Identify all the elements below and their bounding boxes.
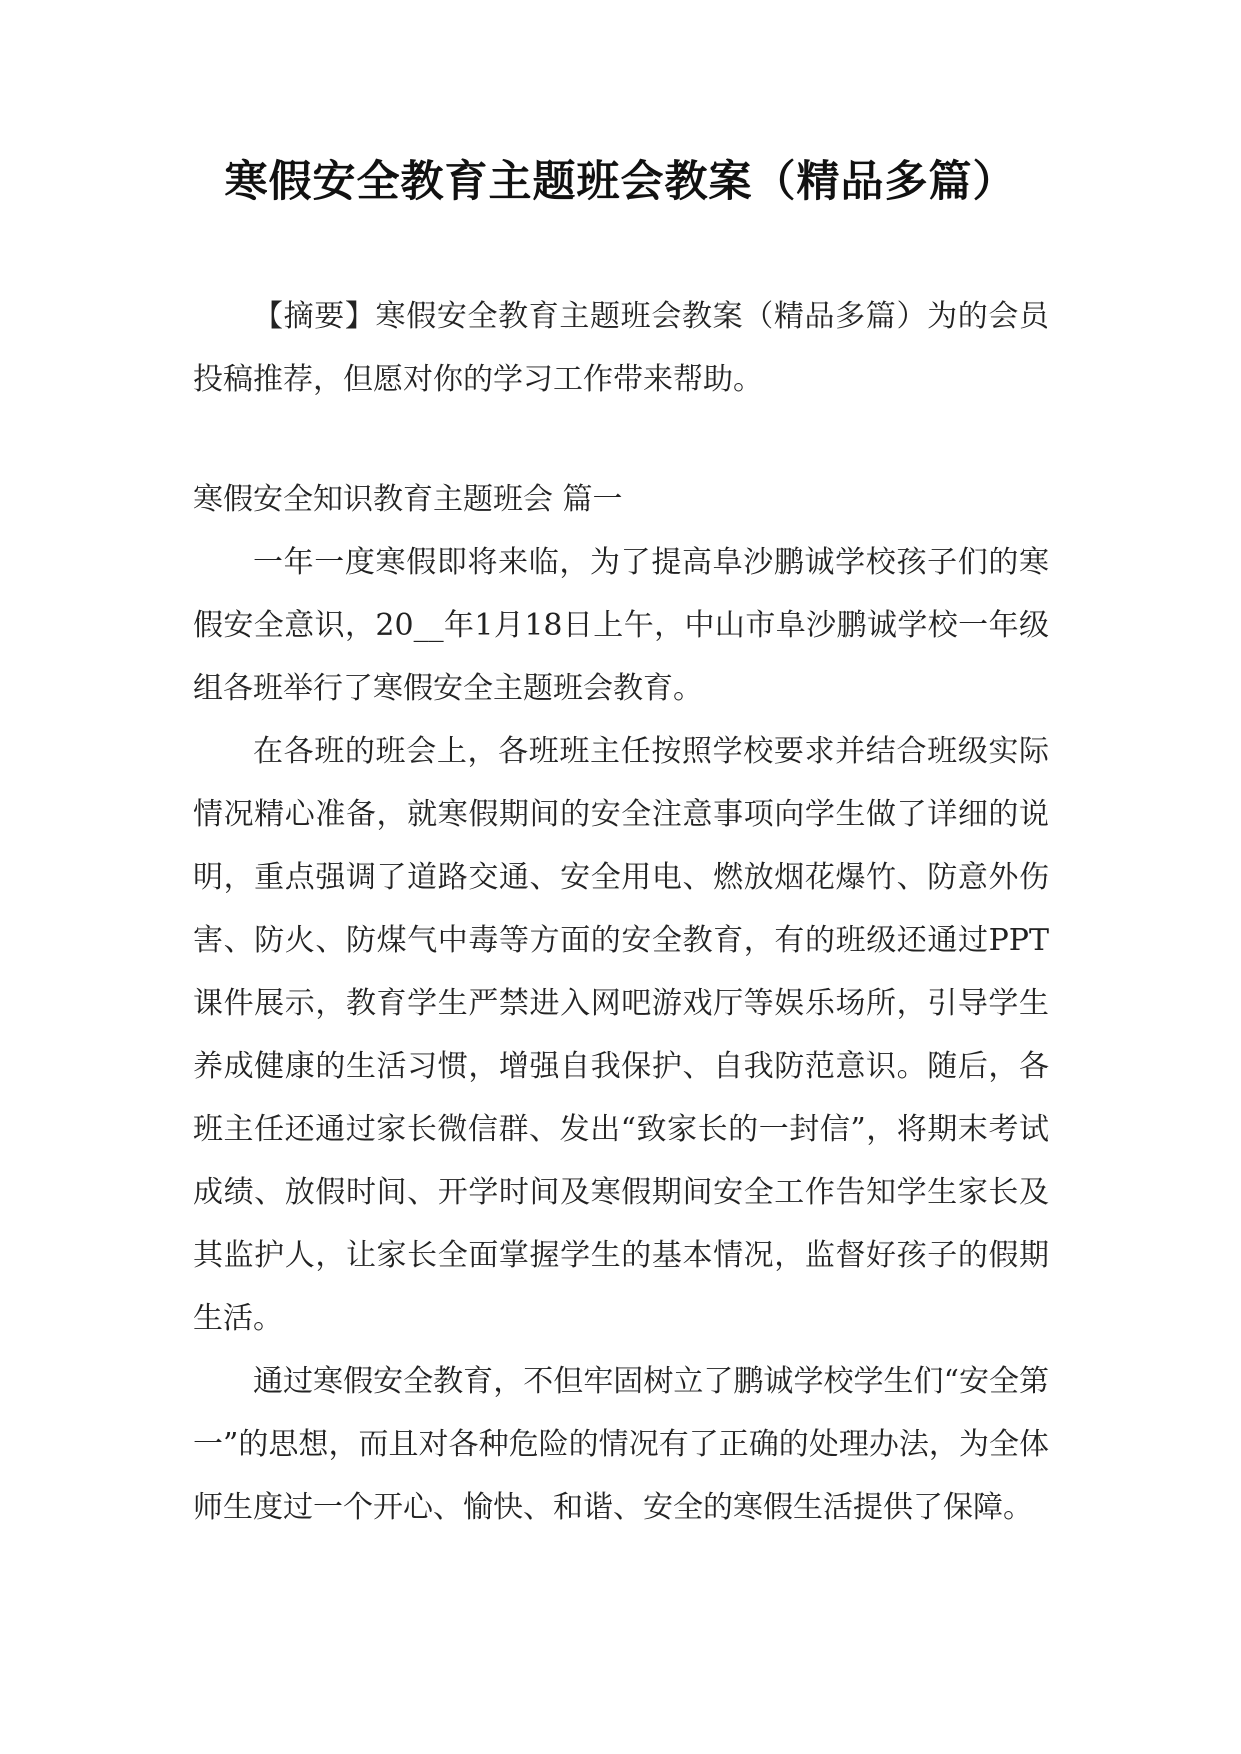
body-paragraph: 通过寒假安全教育，不但牢固树立了鹏诚学校学生们“安全第一”的思想，而且对各种危险的情况有了正确的处理办法，为全体师生度过一个开心、愉快、和谐、安全的寒假生活提供了保障。 bbox=[193, 1364, 1049, 1525]
body-paragraph: 在各班的班会上，各班班主任按照学校要求并结合班级实际情况精心准备，就寒假期间的安全注意事项向学生做了详细的说明，重点强调了道路交通、安全用电、燃放烟花爆竹、防意外伤害、防火、防煤气中毒等方面的安全教育，有的班级还通过PPT课件展示，教育学生严禁进入网吧游戏厅等娱乐场所，引导学生养成健康的生活习惯，增强自我保护、自我防范意识。随后，各班主任还通过家长微信群、发出“致家长的一封信”，将期末考试成绩、放假时间、开学时间及寒假期间安全工作告知学生家长及其监护人，让家长全面掌握学生的基本情况，监督好孩子的假期生活。 bbox=[193, 734, 1049, 1336]
document-body bbox=[193, 285, 1049, 1539]
body-paragraph: 一年一度寒假即将来临，为了提高阜沙鹏诚学校孩子们的寒假安全意识，20__年1月18日上午，中山市阜沙鹏诚学校一年级组各班举行了寒假安全主题班会教育。 bbox=[193, 545, 1049, 706]
section-heading: 寒假安全知识教育主题班会 篇一 bbox=[193, 482, 623, 517]
abstract-paragraph: 【摘要】寒假安全教育主题班会教案（精品多篇）为的会员投稿推荐，但愿对你的学习工作带来帮助。 bbox=[193, 299, 1049, 397]
document-title: 寒假安全教育主题班会教案（精品多篇） bbox=[224, 157, 1017, 207]
